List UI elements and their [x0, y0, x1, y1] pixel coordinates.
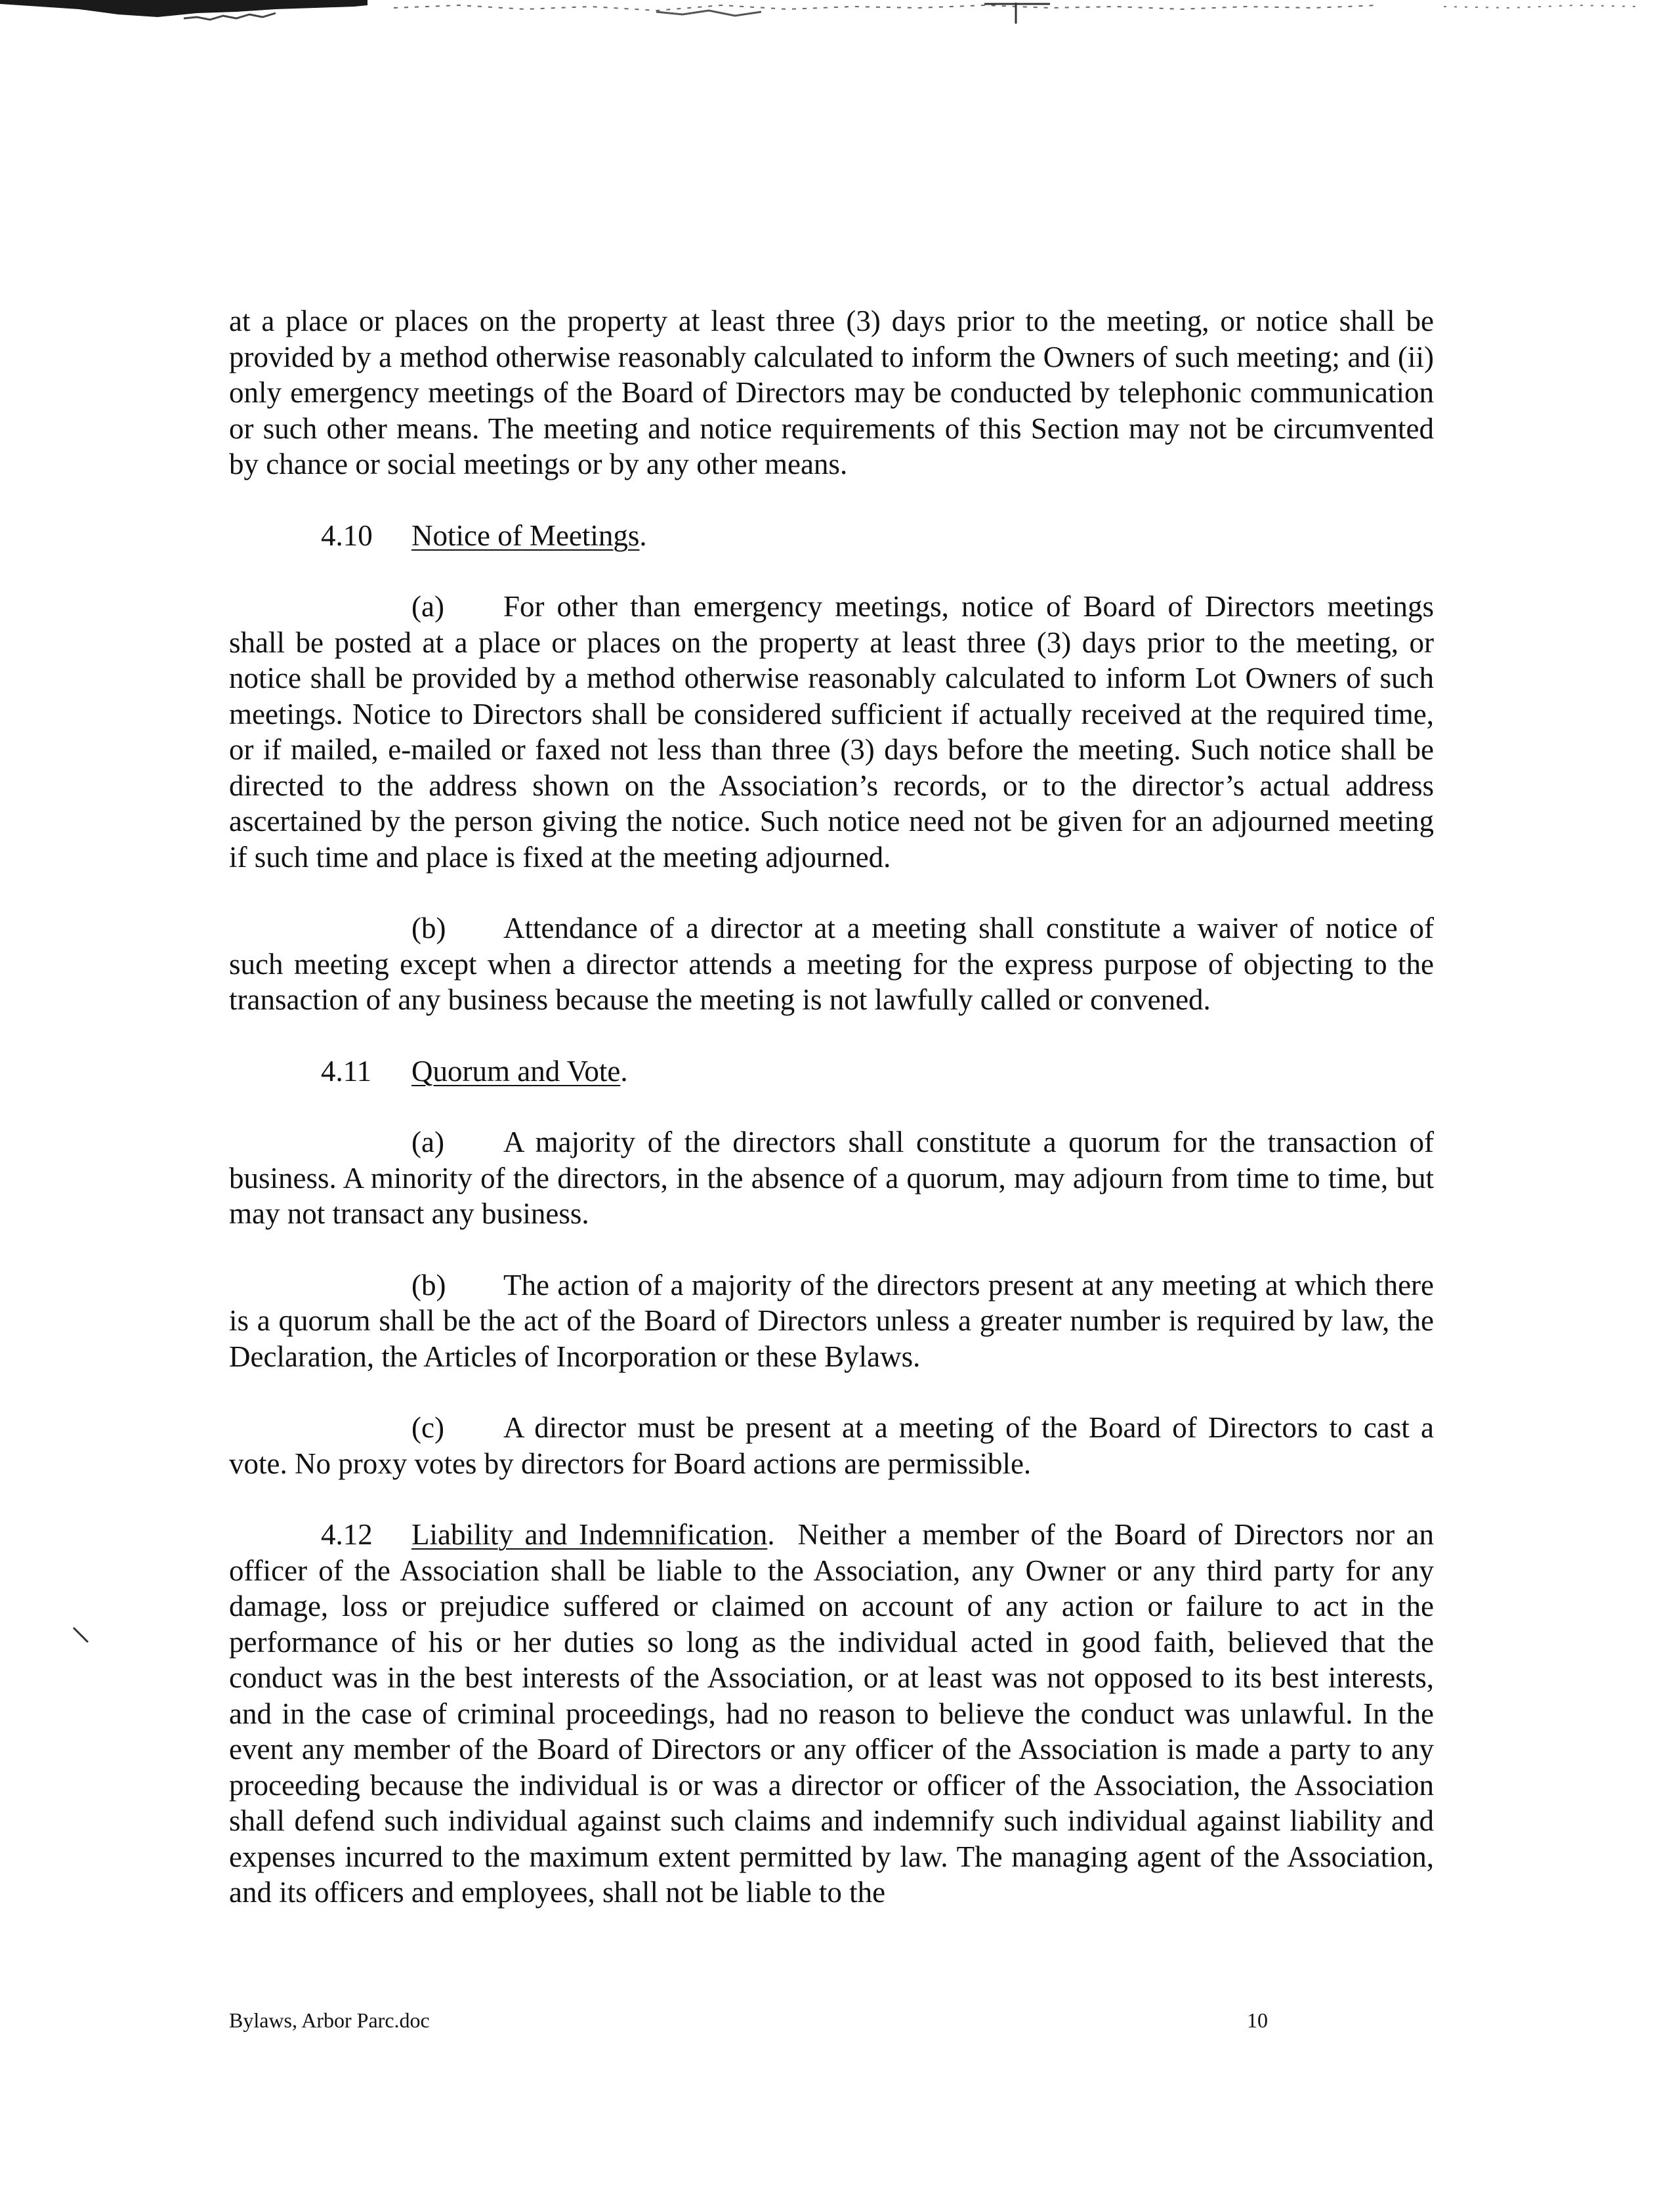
subsection-label: (c)	[411, 1411, 444, 1444]
section-number: 4.11	[321, 1054, 372, 1088]
section-title: Quorum and Vote	[411, 1054, 621, 1088]
subsection-4-11-c	[229, 1410, 1434, 1481]
section-title: Liability and Indemnification	[411, 1518, 768, 1551]
scan-mark	[71, 1625, 91, 1645]
subsection-4-10-b	[229, 910, 1434, 1018]
scan-top-edge-artifact	[0, 0, 1680, 26]
section-title-period: .	[767, 1518, 775, 1551]
subsection-text: A majority of the directors shall constitute a quorum for the transaction of business. A minority of the directors, in the absence of a quorum, may adjourn from time to time, but may not transact any business.	[229, 1126, 1434, 1230]
section-4-12-paragraph	[229, 1517, 1434, 1911]
subsection-label: (a)	[411, 590, 444, 623]
subsection-text: The action of a majority of the directors present at any meeting at which there is a quorum shall be the act of the Board of Directors unless a greater number is required by law, the Declaration, the Articles of Incorporation or these Bylaws.	[229, 1268, 1434, 1373]
section-heading-4-11	[229, 1053, 1434, 1090]
subsection-4-11-a	[229, 1124, 1434, 1232]
subsection-text: For other than emergency meetings, notice of Board of Directors meetings shall be posted at a place or places on the property at least three (3) days prior to the meeting, or notice shall be provided by a method otherwise reasonably calculated to inform Lot Owners of such meetings. Notice to Directors shall be considered sufficient if actually received at the required time, or if mailed, e-mailed or faxed not less than three (3) days before the meeting. Such notice shall be directed to the address shown on the Association’s records, or to the director’s actual address ascertained by the person giving the notice. Such notice need not be given for an adjourned meeting if such time and place is fixed at the meeting adjourned.	[229, 590, 1434, 874]
continuation-paragraph: at a place or places on the property at least three (3) days prior to the meeting, or notice shall be provided by a method otherwise reasonably calculated to inform the Owners of such meeting; and (ii) only emergency meetings of the Board of Directors may be conducted by telephonic communication or such other means. The meeting and notice requirements of this Section may not be circumvented by chance or social meetings or by any other means.	[229, 305, 1434, 480]
footer-page-number: 10	[1247, 2008, 1268, 2032]
document-body	[229, 303, 1434, 1911]
section-number: 4.10	[321, 519, 373, 552]
section-title-period: .	[620, 1054, 628, 1088]
subsection-label: (b)	[411, 912, 446, 944]
subsection-text: Attendance of a director at a meeting shall constitute a waiver of notice of such meeting except when a director attends a meeting for the express purpose of objecting to the transaction of any business because the meeting is not lawfully called or convened.	[229, 912, 1434, 1016]
section-title-period: .	[639, 519, 647, 552]
subsection-label: (a)	[411, 1126, 444, 1158]
subsection-4-11-b	[229, 1267, 1434, 1375]
subsection-text: A director must be present at a meeting of the Board of Directors to cast a vote. No proxy votes by directors for Board actions are permissible.	[229, 1411, 1434, 1480]
section-body-text: Neither a member of the Board of Directors nor an officer of the Association shall be liable to the Association, any Owner or any third party for any damage, loss or prejudice suffered or claimed on account of any action or failure to act in the performance of his or her duties so long as the individual acted in good faith, believed that the conduct was in the best interests of the Association, or at least was not opposed to its best interests, and in the case of criminal proceedings, had no reason to believe the conduct was unlawful. In the event any member of the Board of Directors or any officer of the Association is made a party to any proceeding because the individual is or was a director or officer of the Association, the Association shall defend such individual against such claims and indemnify such individual against liability and expenses incurred to the maximum extent permitted by law. The managing agent of the Association, and its officers and employees, shall not be liable to the	[229, 1518, 1435, 1909]
section-title: Notice of Meetings	[411, 519, 640, 552]
subsection-4-10-a	[229, 589, 1434, 875]
footer-filename: Bylaws, Arbor Parc.doc	[229, 2008, 430, 2032]
subsection-label: (b)	[411, 1268, 446, 1302]
section-number: 4.12	[321, 1518, 373, 1551]
section-heading-4-10	[229, 518, 1434, 554]
